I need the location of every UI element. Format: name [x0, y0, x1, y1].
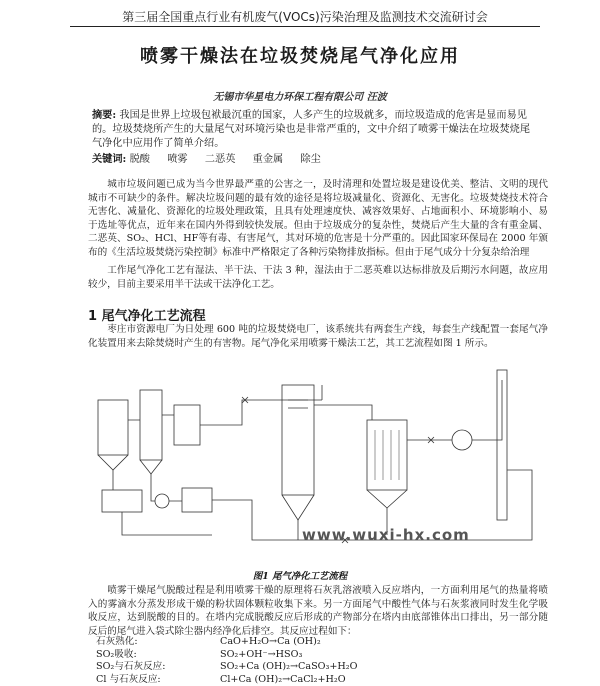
bag-filter [367, 420, 407, 490]
reaction-name: Cl 与石灰反应: [96, 673, 161, 685]
reaction-row [96, 661, 516, 674]
reaction-name: 石灰熟化: [96, 636, 138, 647]
pump-1 [102, 490, 142, 512]
reaction-list [96, 636, 516, 686]
keywords-label: 关键词: [92, 153, 127, 165]
keyword: 除尘 [300, 154, 321, 165]
tank-2 [140, 390, 162, 460]
reaction-row [96, 636, 516, 649]
conference-header: 第三届全国重点行业有机废气(VOCs)污染治理及监测技术交流研讨会 [122, 10, 488, 24]
spray-tower [282, 385, 314, 495]
header-rule [70, 26, 540, 27]
reaction-equation: SO₂+OH⁻→HSO₃ [220, 648, 303, 660]
abstract [92, 108, 532, 151]
reaction-equation: CaO+H₂O→Ca (OH)₂ [220, 636, 321, 647]
tank-1 [98, 400, 128, 455]
spray-tower-cone [282, 495, 314, 520]
section-paragraph: 枣庄市资源电厂为日处理 600 吨的垃圾焚烧电厂，该系统共有两套生产线，每套生产线配置一套尾气净化装置用来去除焚烧时产生的有害物。尾气净化采用喷雾干燥法工艺，其工艺流程如图 1 所示。 [88, 324, 548, 349]
figure-caption: 图1 尾气净化工艺流程 [252, 571, 348, 582]
abstract-label: 摘要: [92, 109, 117, 121]
tank-3 [174, 405, 200, 445]
process-paragraph: 喷雾干燥尾气脱酸过程是利用喷雾干燥的原理将石灰乳溶液喷入反应塔内，一方面利用尾气的热量将喷入的雾滴水分蒸发形成干燥的粉状固体颗粒收集下来。另一方面尾气中酸性气体与石灰浆液同时发生化学吸收反应，达到脱酸的目的。在塔内完成脱酸反应后形成的产物部分在塔内由底部锥体出口排出，另一部分随反后的尾气进入袋式除尘器内经净化后排空。其反应过程如下： [88, 585, 548, 637]
fan [452, 430, 472, 450]
abstract-text: 我国是世界上垃圾包袱最沉重的国家，人多产生的垃圾就多，而垃圾造成的危害是显而易见的。垃圾焚烧所产生的大量尾气对环境污染也是非常严重的，文中介绍了喷雾干燥法在垃圾焚烧尾气净化中应用作了简单介绍。 [92, 110, 531, 149]
reaction-name: SO₂吸收: [96, 648, 137, 660]
keywords [92, 152, 532, 167]
section-heading: 1 尾气净化工艺流程 [88, 309, 206, 324]
paper-title: 喷雾干燥法在垃圾焚烧尾气净化应用 [140, 46, 460, 67]
reaction-row [96, 649, 516, 662]
keyword: 喷雾 [167, 154, 188, 165]
pump-2 [155, 494, 169, 508]
keyword: 重金属 [252, 154, 284, 165]
author-line: 无锡市华星电力环保工程有限公司 汪波 [213, 92, 387, 103]
intro-paragraph-1: 城市垃圾问题已成为当今世界最严重的公害之一，及时清理和处置垃圾是建设优美、整洁、文明的现代城市不可缺少的条件。解决垃圾问题的最有效的途径是将垃圾减量化、资源化、无害化。垃圾焚烧技术符合无害化、减量化、资源化的垃圾处理政策，且具有处理速度快、减容效果好、占地面积小、环境影响小、易于选址等优点，近年来在国内外得到较快发展。但由于垃圾成分的复杂性，焚烧后产生大量的含有重金属、二恶英、SO₂、HCl、HF等有毒、有害尾气，其对环境的危害是十分严重的。因此国家环保局在 2000 年颁布的《生活垃圾焚烧污染控制》标准中严格限定了各种污染物排放指标。但由于尾气成分十分复杂给治理 [88, 179, 548, 258]
reaction-name: SO₂与石灰反应: [96, 661, 166, 673]
reaction-equation: Cl+Ca (OH)₂→CaCl₂+H₂O [220, 673, 346, 685]
intro-paragraph-2: 工作尾气净化工艺有湿法、半干法、干法 3 种，湿法由于二恶英难以达标排放及后期污水问题，故应用较少，目前主要采用半干法或干法净化工艺。 [88, 265, 548, 290]
keyword: 二恶英 [204, 154, 236, 165]
watermark: www.wuxi-hx.com [302, 526, 470, 544]
reaction-equation: SO₂+Ca (OH)₂→CaSO₃+H₂O [220, 661, 358, 673]
reaction-row [96, 674, 516, 686]
tank-1-cone [98, 455, 128, 470]
mixer [182, 488, 212, 512]
keyword: 脱酸 [129, 154, 150, 165]
